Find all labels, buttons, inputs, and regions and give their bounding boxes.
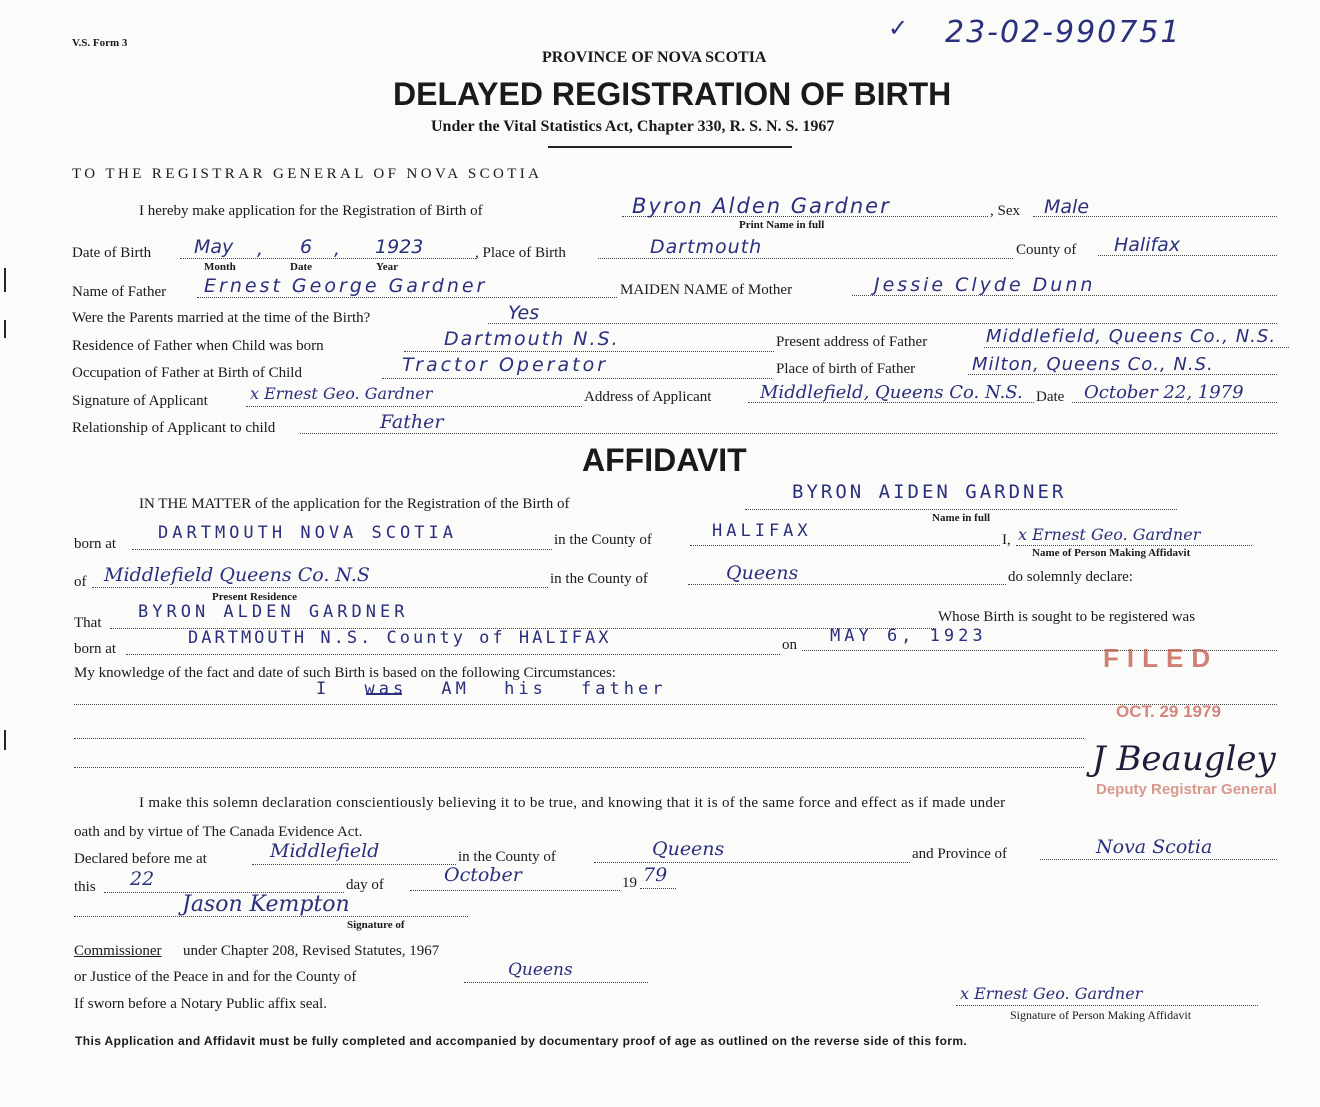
notary-label: If sworn before a Notary Public affix seal. [74,996,327,1012]
signature-line [246,406,582,407]
place-of-birth: Dartmouth [650,236,763,258]
county-label: County of [1016,242,1077,258]
dob-day: 6 [300,236,313,258]
that-label: That [74,615,102,631]
married-label: Were the Parents married at the time of the Birth? [72,310,371,326]
sex-label: , Sex [990,203,1020,219]
form-number: V.S. Form 3 [72,37,128,49]
father-pob: Milton, Queens Co., N.S. [972,354,1214,375]
date-caption: Date [290,261,312,273]
intro-label: I hereby make application for the Registration of Birth of [139,203,483,219]
declared-label: Declared before me at [74,851,207,867]
declaration-line-1: I make this solemn declaration conscientiously believing it to be true, and knowing that it is of the same force and effect as if made under [139,795,1006,811]
born-at-line [132,549,552,550]
justice-county-line [464,982,648,983]
father-name: Ernest George Gardner [204,275,488,297]
dob-year: 1923 [375,236,424,258]
mother-name: Jessie Clyde Dunn [874,274,1096,296]
title-divider [548,146,792,148]
justice-county: Queens [508,960,573,980]
present-address-line [984,347,1289,348]
dob-month: May [194,236,234,258]
dob-comma-2: , [334,238,341,260]
filed-stamp: FILED [1103,643,1219,673]
declaration-line-2: oath and by virtue of The Canada Evidence Act. [74,824,363,840]
child-name: Byron Alden Gardner [632,194,891,218]
county-line-2 [690,545,1000,546]
signature-label: Signature of Applicant [72,393,208,409]
affidavit-child-name: BYRON AIDEN GARDNER [792,481,1067,503]
occupation-label: Occupation of Father at Birth of Child [72,365,302,381]
relationship-label: Relationship of Applicant to child [72,420,276,436]
affidavit-heading: AFFIDAVIT [582,442,747,478]
deponent-sig-line [956,1005,1258,1006]
deponent-signature: x Ernest Geo. Gardner [960,984,1143,1003]
born-place: DARTMOUTH N.S. County of HALIFAX [188,628,612,648]
in-county-label-2: in the County of [550,571,648,587]
dob-comma-1: , [257,238,264,260]
commissioner-chapter: under Chapter 208, Revised Statutes, 1967 [183,943,440,959]
born-place-line [126,654,780,655]
deponent-name: x Ernest Geo. Gardner [1018,525,1201,544]
present-address-label: Present address of Father [776,334,928,350]
name-full-caption: Name in full [932,512,991,524]
born-at-label: born at [74,536,117,552]
circumstance-text: I was AM his father [316,679,667,699]
matter-label: IN THE MATTER of the application for the Registration of the Birth of [139,496,570,512]
filed-date-stamp: OCT. 29 1979 [1116,702,1221,721]
margin-mark [4,730,6,750]
commissioner-signature: Jason Kempton [182,892,350,917]
present-residence-caption: Present Residence [212,591,298,603]
margin-mark [4,320,6,338]
present-address: Middlefield, Queens Co., N.S. [986,326,1277,347]
deponent-sig-caption: Signature of Person Making Affidavit [1010,1008,1192,1022]
address-applicant-label: Address of Applicant [584,389,712,405]
file-number: 23-02-990751 [945,15,1182,50]
declared-county: Queens [652,838,725,860]
born-date: MAY 6, 1923 [830,626,987,646]
county-value: Halifax [1114,234,1181,256]
month-caption: Month [204,261,236,273]
residence-value: Dartmouth N.S. [444,328,620,350]
occupation-value: Tractor Operator [402,354,609,376]
residence-line [404,351,774,352]
signature-of-caption: Signature of [347,919,405,931]
dob-label: Date of Birth [72,245,152,261]
that-name: BYRON ALDEN GARDNER [138,602,409,622]
married-value: Yes [508,302,540,324]
commissioner-sig-line [74,916,468,917]
this-label: this [74,879,96,895]
affidavit-county: HALIFAX [712,521,812,541]
knowledge-label: My knowledge of the fact and date of such Birth is based on the following Circumstances: [74,665,616,681]
matter-line [745,509,1177,510]
dob-line [180,258,476,259]
deponent-line [1016,545,1252,546]
province-label: and Province of [912,846,1007,862]
on-label: on [782,637,797,653]
justice-label: or Justice of the Peace in and for the County of [74,969,357,985]
in-county-label-3: in the County of [458,849,556,865]
father-label: Name of Father [72,284,167,300]
pob-line [598,258,1013,259]
affidavit-born-at: DARTMOUTH NOVA SCOTIA [158,523,457,543]
declare-label: do solemnly declare: [1008,569,1133,585]
circumstance-line-2 [74,738,1084,739]
born-at-label-2: born at [74,641,117,657]
day-of-label: day of [346,877,384,893]
affidavit-residence: Middlefield Queens Co. N.S [104,564,370,586]
circumstance-line-1 [74,704,1277,705]
strike-through [366,693,402,695]
margin-mark [4,268,6,292]
year-prefix: 19 [622,875,637,891]
province-heading: PROVINCE OF NOVA SCOTIA [542,49,767,66]
of-label: of [74,574,87,590]
residence-line-2 [92,587,548,588]
relationship-value: Father [380,411,444,433]
declared-at-line [252,864,456,865]
father-pob-label: Place of birth of Father [776,361,916,377]
date-label: Date [1036,389,1065,405]
father-line [197,297,617,298]
commissioner-label: Commissioner [74,943,162,959]
application-date: October 22, 1979 [1084,382,1244,403]
declared-year: 79 [643,864,668,886]
in-county-label: in the County of [554,532,652,548]
residence-county: Queens [726,562,799,584]
form-title: DELAYED REGISTRATION OF BIRTH [393,76,952,112]
residence-label: Residence of Father when Child was born [72,338,324,354]
res-county-line [688,584,1006,585]
footer-note: This Application and Affidavit must be fully completed and accompanied by documentary proof of age as outlined on the reverse side of this form. [75,1034,968,1048]
declared-province: Nova Scotia [1096,836,1213,858]
sex-value: Male [1044,196,1090,218]
occupation-line [382,378,772,379]
declared-county-line [594,862,910,863]
registrar-signature: J Beaugley [1092,739,1276,779]
relationship-line [300,433,1277,434]
address-applicant: Middlefield, Queens Co. N.S. [760,382,1023,403]
i-label: I, [1002,532,1011,548]
province-line [1040,859,1277,860]
applicant-signature: x Ernest Geo. Gardner [250,384,433,403]
year-line [640,888,676,889]
declared-day: 22 [130,868,155,890]
declared-at: Middlefield [270,840,380,862]
check-mark: ✓ [888,14,909,42]
deponent-caption: Name of Person Making Affidavit [1032,547,1191,559]
whose-birth-label: Whose Birth is sought to be registered was [938,609,1196,625]
to-registrar-line: TO THE REGISTRAR GENERAL OF NOVA SCOTIA [72,166,543,182]
month-line [410,890,620,891]
circumstance-line-3 [74,767,1084,768]
print-name-caption: Print Name in full [739,219,825,231]
form-subtitle: Under the Vital Statistics Act, Chapter 330, R. S. N. S. 1967 [431,118,835,135]
year-caption: Year [376,261,398,273]
mother-label: MAIDEN NAME of Mother [620,282,793,298]
married-line [488,323,1277,324]
declared-month: October [444,864,522,886]
registrar-title-stamp: Deputy Registrar General [1096,781,1277,798]
pob-label: , Place of Birth [475,245,566,261]
